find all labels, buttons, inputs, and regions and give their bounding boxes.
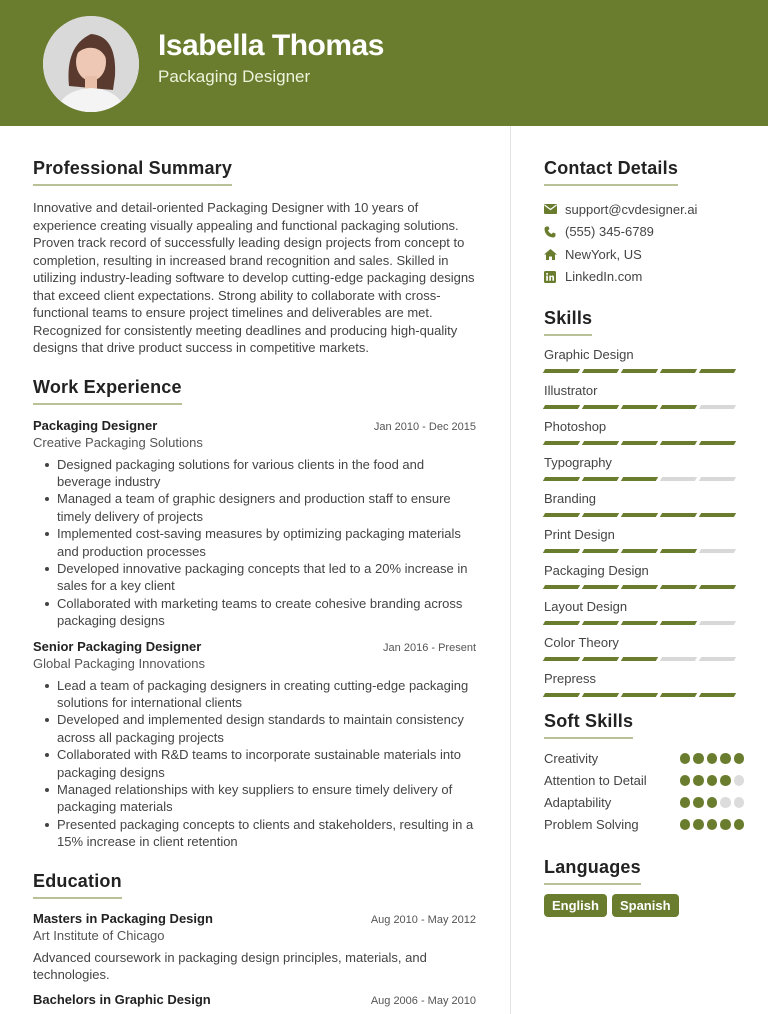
language-badge: Spanish <box>612 894 679 917</box>
contact-email[interactable] <box>544 198 744 221</box>
skill-level-segment <box>582 621 619 625</box>
section-heading: Education <box>33 871 122 899</box>
skill-level-segment <box>699 405 736 409</box>
skill-label: Illustrator <box>544 383 598 398</box>
skill-level-segment <box>621 441 658 445</box>
education-date: Aug 2010 - May 2012 <box>370 913 476 926</box>
skill-level-segment <box>621 513 658 517</box>
job-bullet: Managed relationships with key suppliers to ensure timely delivery of packaging materials <box>33 781 476 816</box>
envelope-icon <box>544 204 565 214</box>
education-date: Aug 2006 - May 2010 <box>370 995 476 1008</box>
skill-level-segment <box>660 369 697 373</box>
rating-dot <box>707 819 718 830</box>
sidebar-column <box>544 126 744 917</box>
skill-level-segment <box>621 693 658 697</box>
skill-level-segment <box>582 693 619 697</box>
skill-level-segment <box>699 441 736 445</box>
contact-location <box>544 243 744 266</box>
skill-level-bar <box>544 441 744 445</box>
section-heading: Languages <box>544 857 641 885</box>
skill-label: Color Theory <box>544 635 619 650</box>
summary-text: Innovative and detail-oriented Packaging Designer with 10 years of experience creating visually appealing and functional packaging solutions. Proven track record of successfully leading design projects from concept to completion, resulting in increased brand recognition and sales. Skilled in utilizing industry-leading software to develop cutting-edge packaging designs that exceed client expectations. Strong ability to collaborate with cross-functional teams to ensure project timelines and deliverables are met. Recognized for consistently meeting deadlines and producing high-quality designs that drive product success in competitive markets. <box>33 200 475 355</box>
rating-dot <box>734 753 745 764</box>
rating-dot <box>734 797 745 808</box>
rating-dot <box>720 775 731 786</box>
section-heading: Professional Summary <box>33 158 232 186</box>
skill-level-segment <box>621 549 658 553</box>
skill-level-segment <box>699 369 736 373</box>
skill-label: Layout Design <box>544 599 628 614</box>
soft-skill-rating <box>680 819 745 830</box>
contact-linkedin[interactable] <box>544 266 744 289</box>
skill-label: Typography <box>544 455 612 470</box>
job-bullet: Collaborated with marketing teams to create cohesive branding across packaging designs <box>33 595 476 630</box>
rating-dot <box>693 819 704 830</box>
soft-skill-row <box>544 794 744 811</box>
contact-text: LinkedIn.com <box>565 269 643 285</box>
skill-level-segment <box>543 693 580 697</box>
skill-level-segment <box>699 693 736 697</box>
skill-level-segment <box>699 621 736 625</box>
soft-skill-label: Attention to Detail <box>544 773 647 788</box>
rating-dot <box>680 797 691 808</box>
skill-level-segment <box>543 549 580 553</box>
skill-level-segment <box>621 657 658 661</box>
skill-level-segment <box>660 693 697 697</box>
phone-icon <box>544 226 565 238</box>
rating-dot <box>720 753 731 764</box>
education-entry <box>33 992 476 1007</box>
rating-dot <box>734 775 745 786</box>
soft-skills-section <box>544 711 744 833</box>
skill-level-bar <box>544 513 744 517</box>
skill-level-bar <box>544 477 744 481</box>
job-entry <box>33 639 476 851</box>
skill-level-segment <box>582 657 619 661</box>
section-heading: Soft Skills <box>544 711 633 739</box>
contact-text: (555) 345-6789 <box>565 224 654 240</box>
skill-level-segment <box>660 513 697 517</box>
skill-level-segment <box>582 549 619 553</box>
skill-level-segment <box>543 405 580 409</box>
soft-skill-label: Problem Solving <box>544 817 639 832</box>
degree-title: Masters in Packaging Design <box>33 910 213 926</box>
education-entry <box>33 911 476 984</box>
skill-level-segment <box>699 549 736 553</box>
rating-dot <box>693 797 704 808</box>
skills-list <box>544 347 744 697</box>
job-bullet: Designed packaging solutions for various clients in the food and beverage industry <box>33 456 476 491</box>
company-name: Global Packaging Innovations <box>33 655 206 671</box>
skill-label: Photoshop <box>544 419 607 434</box>
soft-skill-row <box>544 772 744 789</box>
skill-level-segment <box>699 477 736 481</box>
skill-level-segment <box>621 621 658 625</box>
skill-level-bar <box>544 693 744 697</box>
rating-dot <box>680 819 691 830</box>
rating-dot <box>680 775 691 786</box>
experience-section <box>33 377 476 851</box>
job-entry <box>33 418 476 630</box>
skill-level-segment <box>621 405 658 409</box>
language-badge: English <box>544 894 607 917</box>
skill-level-bar <box>544 405 744 409</box>
skill-level-segment <box>543 477 580 481</box>
job-bullet: Developed and implemented design standards to maintain consistency across all packaging projects <box>33 711 476 746</box>
rating-dot <box>707 775 718 786</box>
skill-level-segment <box>699 585 736 589</box>
job-title: Packaging Designer <box>33 417 158 433</box>
skills-section <box>544 308 744 697</box>
skill-level-segment <box>660 405 697 409</box>
section-heading: Contact Details <box>544 158 678 186</box>
skill-level-segment <box>660 657 697 661</box>
job-bullet: Collaborated with R&D teams to incorporate sustainable materials into packaging designs <box>33 746 476 781</box>
languages-section <box>544 857 744 917</box>
job-date: Jan 2010 - Dec 2015 <box>373 420 476 433</box>
skill-label: Branding <box>544 491 597 506</box>
skill-level-segment <box>582 405 619 409</box>
soft-skills-list <box>544 750 744 833</box>
skill-level-segment <box>582 369 619 373</box>
skill-level-segment <box>543 657 580 661</box>
skill-level-segment <box>543 441 580 445</box>
skill-level-segment <box>621 477 658 481</box>
skill-label: Graphic Design <box>544 347 634 362</box>
candidate-name: Isabella Thomas <box>158 29 384 62</box>
job-bullet: Developed innovative packaging concepts that led to a 20% increase in sales for a key client <box>33 560 476 595</box>
rating-dot <box>693 775 704 786</box>
rating-dot <box>720 797 731 808</box>
soft-skill-row <box>544 816 744 833</box>
contact-text: support@cvdesigner.ai <box>565 201 698 217</box>
skill-level-segment <box>660 621 697 625</box>
soft-skill-row <box>544 750 744 767</box>
job-date: Jan 2016 - Present <box>383 641 476 654</box>
summary-section <box>33 158 476 357</box>
company-name: Creative Packaging Solutions <box>33 434 203 450</box>
skill-level-segment <box>582 585 619 589</box>
skill-level-segment <box>660 549 697 553</box>
skill-level-bar <box>544 585 744 589</box>
skill-level-segment <box>582 477 619 481</box>
degree-title: Bachelors in Graphic Design <box>33 992 211 1008</box>
rating-dot <box>693 753 704 764</box>
avatar <box>43 16 139 112</box>
resume-header <box>0 0 768 126</box>
soft-skill-label: Creativity <box>544 751 599 766</box>
skill-level-bar <box>544 621 744 625</box>
profile-photo-icon <box>43 16 139 112</box>
candidate-title: Packaging Designer <box>158 67 311 86</box>
education-section <box>33 871 476 1008</box>
skill-level-bar <box>544 369 744 373</box>
school-name: Art Institute of Chicago <box>33 927 165 943</box>
section-heading: Work Experience <box>33 377 182 405</box>
skill-level-segment <box>621 369 658 373</box>
job-bullet: Lead a team of packaging designers in creating cutting-edge packaging solutions for international clients <box>33 677 476 712</box>
job-bullet: Implemented cost-saving measures by optimizing packaging materials and production processes <box>33 525 476 560</box>
rating-dot <box>707 753 718 764</box>
skill-level-segment <box>699 513 736 517</box>
rating-dot <box>707 797 718 808</box>
education-description: Advanced coursework in packaging design principles, materials, and technologies. <box>33 949 427 983</box>
skill-label: Print Design <box>544 527 615 542</box>
skill-level-segment <box>543 369 580 373</box>
soft-skill-label: Adaptability <box>544 795 612 810</box>
skill-level-segment <box>582 513 619 517</box>
soft-skill-rating <box>680 753 745 764</box>
rating-dot <box>680 753 691 764</box>
job-title: Senior Packaging Designer <box>33 638 202 654</box>
soft-skill-rating <box>680 775 745 786</box>
main-column <box>33 126 476 1007</box>
skill-level-bar <box>544 657 744 661</box>
skill-level-segment <box>660 477 697 481</box>
contact-phone[interactable] <box>544 221 744 244</box>
skill-label: Prepress <box>544 671 597 686</box>
rating-dot <box>720 819 731 830</box>
home-icon <box>544 249 565 260</box>
skill-label: Packaging Design <box>544 563 649 578</box>
contact-section <box>544 158 744 288</box>
skill-level-segment <box>699 657 736 661</box>
section-heading: Skills <box>544 308 592 336</box>
column-divider <box>510 126 511 1014</box>
skill-level-bar <box>544 549 744 553</box>
skill-level-segment <box>660 441 697 445</box>
skill-level-segment <box>543 585 580 589</box>
job-bullet: Presented packaging concepts to clients and stakeholders, resulting in a 15% increase in client retention <box>33 816 476 851</box>
skill-level-segment <box>543 621 580 625</box>
skill-level-segment <box>582 441 619 445</box>
skill-level-segment <box>543 513 580 517</box>
job-bullet: Managed a team of graphic designers and production staff to ensure timely delivery of projects <box>33 490 476 525</box>
linkedin-icon <box>544 271 565 283</box>
skill-level-segment <box>660 585 697 589</box>
skill-level-segment <box>621 585 658 589</box>
rating-dot <box>734 819 745 830</box>
soft-skill-rating <box>680 797 745 808</box>
contact-text: NewYork, US <box>565 246 642 262</box>
